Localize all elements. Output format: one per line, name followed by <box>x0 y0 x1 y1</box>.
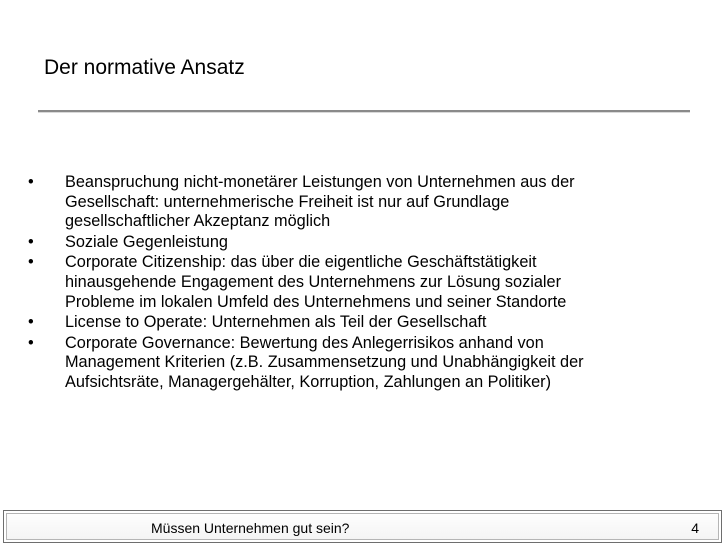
bullet-line: Corporate Citizenship: das über die eigentliche Geschäftstätigkeit <box>65 253 537 272</box>
bullet-line: Corporate Governance: Bewertung des Anlegerrisikos anhand von <box>65 333 544 352</box>
bullet-item <box>28 173 708 232</box>
bullet-dot-icon: • <box>28 232 34 251</box>
bullet-line: Probleme im lokalen Umfeld des Unternehmens und seiner Standorte <box>65 292 567 311</box>
bullet-item <box>28 334 708 393</box>
bullet-item <box>28 313 708 333</box>
bullet-list <box>28 173 708 394</box>
bullet-dot-icon: • <box>28 173 34 191</box>
slide-title: Der normative Ansatz <box>44 56 245 79</box>
bullet-dot-icon: • <box>28 333 34 352</box>
bullet-line: Beanspruchung nicht-monetärer Leistungen von Unternehmen aus der <box>65 173 575 191</box>
bullet-line: gesellschaftlicher Akzeptanz möglich <box>65 212 331 231</box>
bullet-item <box>28 233 708 253</box>
bullet-item <box>28 253 708 312</box>
bullet-line: Soziale Gegenleistung <box>65 232 228 251</box>
title-divider <box>38 110 690 112</box>
bullet-dot-icon: • <box>28 253 34 272</box>
bullet-line: Gesellschaft: unternehmerische Freiheit ist nur auf Grundlage <box>65 192 510 211</box>
bullet-line: Management Kriterien (z.B. Zusammensetzung und Unabhängigkeit der <box>65 353 584 372</box>
bullet-line: License to Operate: Unternehmen als Teil der Gesellschaft <box>65 313 487 332</box>
footer-title: Müssen Unternehmen gut sein? <box>151 520 350 536</box>
slide-footer <box>3 510 722 543</box>
bullet-line: Aufsichtsräte, Managergehälter, Korruption, Zahlungen an Politiker) <box>65 372 551 391</box>
bullet-dot-icon: • <box>28 313 34 332</box>
bullet-line: hinausgehende Engagement des Unternehmens zur Lösung sozialer <box>65 272 562 291</box>
page-number: 4 <box>691 520 699 536</box>
